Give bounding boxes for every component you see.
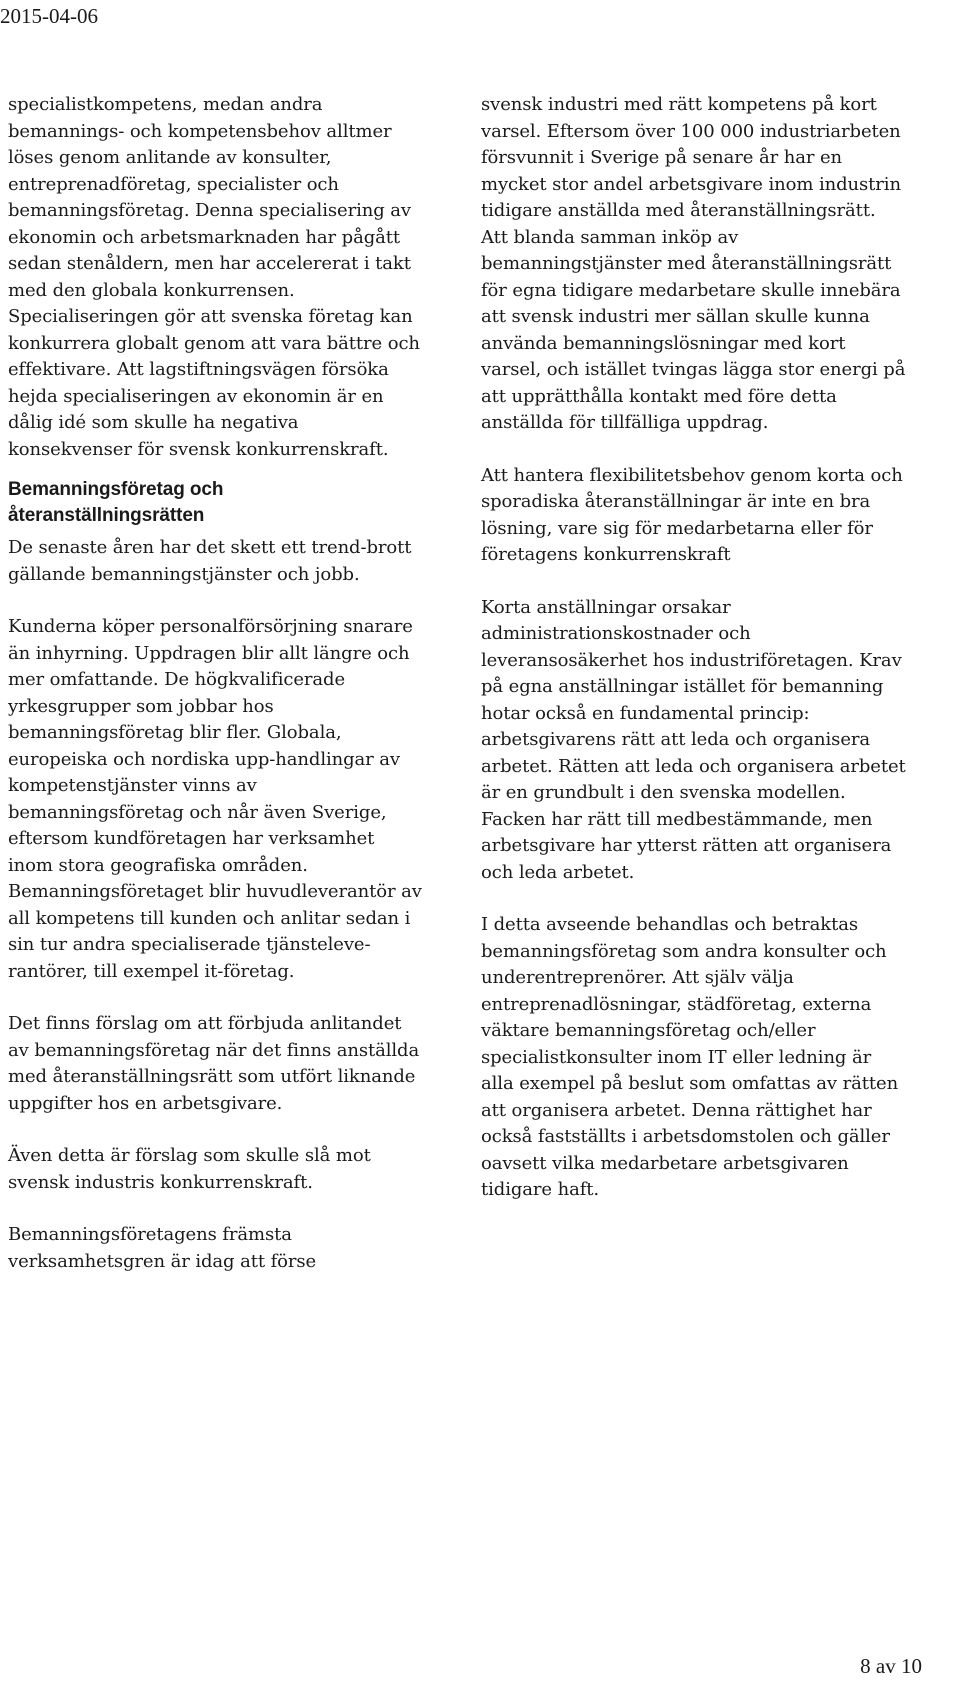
left-paragraph-5: Även detta är förslag som skulle slå mot svensk industris konkurrenskraft. bbox=[8, 1145, 371, 1193]
right-paragraph-2: Att hantera flexibilitetsbehov genom korta och sporadiska återanställningar är inte en bra lösning, vare sig för medarbetarna eller för företagens konkurrenskraft bbox=[481, 464, 903, 565]
right-paragraph-3: Korta anställningar orsakar administrationskostnader och leveransosäkerhet hos industriföretagen. Krav på egna anställningar istället för bemanning hotar också en fundamental princip: arbetsgivarens rätt att leda och organisera arbetet. Rätten att leda och organisera arbetet är en grundbult i den svenska modellen. Facken har rätt till medbestämmande, men arbetsgivare har ytterst rätten att organisera och leda arbetet. bbox=[481, 596, 906, 883]
right-paragraph-4: I detta avseende behandlas och betraktas bemanningsföretag som andra konsulter och underentreprenörer. Att själv välja entreprenadlösningar, städföretag, externa väktare bemanningsföretag och/eller specialistkonsulter inom IT eller ledning är alla exempel på beslut som omfattas av rätten att organisera arbetet. Denna rättighet har också fastställts i arbetsdomstolen och gäller oavsett vilka medarbetare arbetsgivaren tidigare haft. bbox=[481, 914, 899, 1200]
section-heading: Bemanningsföretag och återanställningsrätten bbox=[8, 479, 224, 526]
left-paragraph-1: specialistkompetens, medan andra bemannings- och kompetensbehov alltmer löses genom anlitande av konsulter, entreprenadföretag, specialister och bemanningsföretag. Denna specialisering av ekonomin och arbetsmarknaden har pågått sedan stenåldern, men har accelererat i takt med den globala konkurrensen. Specialiseringen gör att svenska företag kan konkurrera globalt genom att vara bättre och effektivare. Att lagstiftningsvägen försöka hejda specialiseringen av ekonomin är en dålig idé som skulle ha negativa konsekvenser för svensk konkurrenskraft. bbox=[8, 94, 420, 460]
left-paragraph-6: Bemanningsföretagens främsta verksamhetsgren är idag att förse bbox=[8, 1224, 317, 1272]
right-paragraph-1: svensk industri med rätt kompetens på kort varsel. Eftersom över 100 000 industriarbeten försvunnit i Sverige på senare år har en mycket stor andel arbetsgivare inom industrin tidigare anställda med återanställningsrätt. Att blanda samman inköp av bemanningstjänster med återanställningsrätt för egna tidigare medarbetare skulle innebära att svensk industri mer sällan skulle kunna använda bemanningslösningar med kort varsel, och istället tvingas lägga stor energi på att upprätthålla kontakt med före detta anställda för tillfälliga uppdrag. bbox=[481, 94, 906, 433]
page-date: 2015-04-06 bbox=[0, 4, 98, 28]
left-paragraph-3: Kunderna köper personalförsörjning snarare än inhyrning. Uppdragen blir allt längre och mer omfattande. De högkvalificerade yrkesgrupper som jobbar hos bemanningsföretag blir fler. Globala, europeiska och nordiska upp-handlingar av kompetenstjänster vinns av bemanningsföretag och når även Sverige, eftersom kundföretagen har verksamhet inom stora geografiska områden. Bemanningsföretaget blir huvudleverantör av all kompetens till kunden och anlitar sedan i sin tur andra specialiserade tjänsteleve-rantörer, till exempel it-företag. bbox=[8, 616, 422, 982]
left-paragraph-4: Det finns förslag om att förbjuda anlitandet av bemanningsföretag när det finns anställda med återanställningsrätt som utfört liknande uppgifter hos en arbetsgivare. bbox=[8, 1013, 420, 1114]
page-number: 8 av 10 bbox=[860, 1654, 922, 1678]
right-column bbox=[481, 92, 906, 1230]
left-paragraph-2: De senaste åren har det skett ett trend-brott gällande bemanningstjänster och jobb. bbox=[8, 537, 412, 585]
left-column bbox=[8, 92, 423, 1301]
